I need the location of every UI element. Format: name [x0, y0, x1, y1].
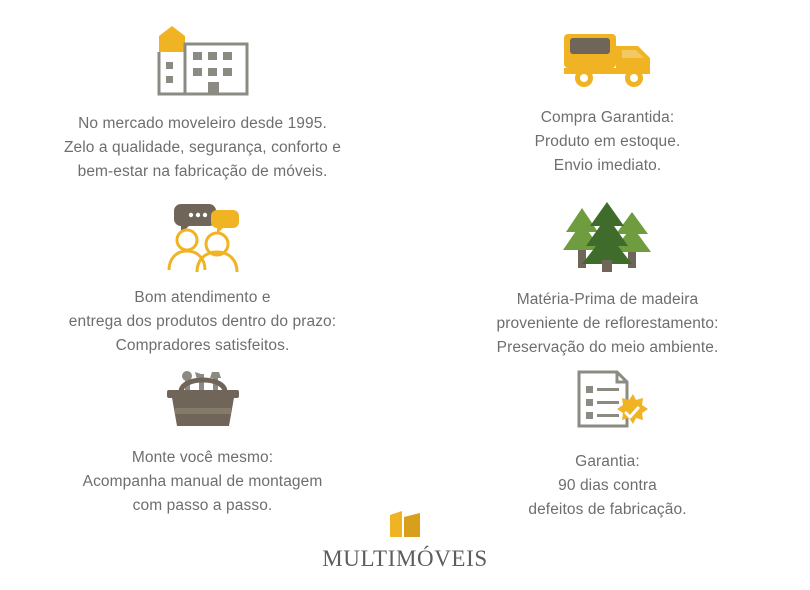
feature-caption: [497, 288, 719, 360]
feature-card-service: [0, 188, 405, 356]
brand-name: MULTIMÓVEIS: [322, 546, 488, 571]
caption-line: Acompanha manual de montagem: [82, 473, 323, 491]
caption-line: Compra Garantida:: [540, 108, 675, 126]
feature-caption: [535, 106, 681, 178]
feature-caption: [69, 286, 336, 358]
document-check-badge-icon: [565, 370, 651, 436]
caption-line: 90 dias contra: [558, 477, 657, 495]
feature-card-factory: [0, 8, 405, 188]
feature-caption: [83, 446, 323, 518]
caption-line: entrega dos produtos dentro do prazo:: [68, 313, 337, 331]
feature-card-delivery: [405, 8, 810, 188]
pine-trees-icon: [558, 202, 658, 274]
caption-line: Bom atendimento e: [134, 289, 271, 306]
caption-line: Garantia:: [575, 453, 640, 470]
factory-building-icon: [151, 22, 255, 98]
multimoveis-logo-icon: [388, 509, 422, 539]
caption-line: No mercado moveleiro desde 1995.: [78, 115, 327, 132]
feature-card-wood: [405, 188, 810, 356]
feature-card-warranty: [405, 356, 810, 519]
caption-line: defeitos de fabricação.: [528, 501, 687, 519]
caption-line: Monte você mesmo:: [131, 449, 274, 466]
caption-line: com passo a passo.: [132, 497, 273, 515]
feature-caption: [64, 112, 341, 184]
caption-line: Compradores satisfeitos.: [115, 337, 290, 355]
caption-line: proveniente de reflorestamento:: [496, 315, 719, 333]
caption-line: Matéria-Prima de madeira: [516, 291, 699, 308]
people-chat-icon: [151, 202, 255, 272]
caption-line: Zelo a qualidade, segurança, conforto e: [63, 139, 342, 157]
caption-line: bem-estar na fabricação de móveis.: [77, 163, 328, 181]
caption-line: Produto em estoque.: [534, 132, 681, 150]
caption-line: Envio imediato.: [553, 156, 662, 174]
delivery-truck-icon: [556, 22, 660, 92]
features-grid: [0, 8, 810, 519]
brand-footer: [0, 509, 810, 572]
toolbox-icon: [151, 370, 255, 432]
feature-card-assembly: [0, 356, 405, 516]
caption-line: Preservação do meio ambiente.: [496, 339, 719, 357]
